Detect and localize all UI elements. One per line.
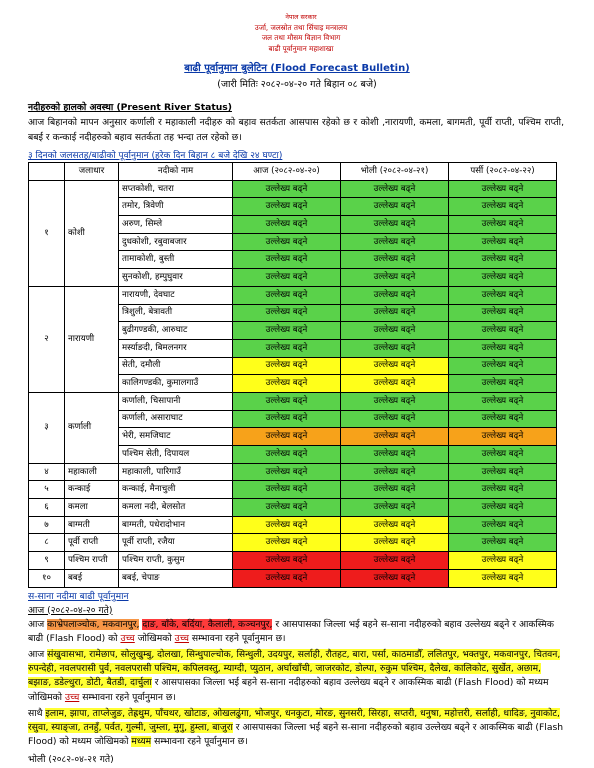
status-tomorrow: उल्लेख्य बढ्ने: [341, 339, 449, 357]
basin-number: १: [29, 180, 65, 286]
basin-name: महाकाली: [65, 463, 119, 481]
p2-a: आज: [28, 648, 48, 660]
status-today: उल्लेख्य बढ्ने: [233, 552, 341, 570]
status-today: उल्लेख्य बढ्ने: [233, 534, 341, 552]
status-dayafter: उल्लेख्य बढ्ने: [449, 233, 557, 251]
p3-c: सम्भावना रहने पूर्वानुमान छ।: [151, 736, 248, 748]
river-status-heading: नदीहरुको हालको अवस्था (Present River Status): [28, 102, 232, 113]
river-station: बाग्मती, पधेरादोभान: [119, 516, 233, 534]
status-tomorrow: उल्लेख्य बढ्ने: [341, 499, 449, 517]
status-tomorrow: उल्लेख्य बढ्ने: [341, 410, 449, 428]
basin-number: ९: [29, 552, 65, 570]
river-station: पश्चिम राप्ती, कुसुम: [119, 552, 233, 570]
col-header-tomorrow: भोली (२०८२-०४-२१): [341, 163, 449, 181]
status-dayafter: उल्लेख्य बढ्ने: [449, 198, 557, 216]
status-dayafter: उल्लेख्य बढ्ने: [449, 286, 557, 304]
forecast-table: [28, 162, 557, 588]
river-station: महाकाली, पारिगाउँ: [119, 463, 233, 481]
river-station: नारायणी, देवघाट: [119, 286, 233, 304]
river-status-text: आज बिहानको मापन अनुसार कर्णाली र महाकाली नदीहरु को बहाव सतर्कता आसपास रहेको छ र कोशी ,नारायणी, कमला, बागमती, पूर्वी राप्ती, पश्चिम राप्ती, बबई र कन्काई नदीहरुको बहाव सतर्कता तह भन्दा तल रहेको छ।: [28, 117, 564, 143]
basin-name: कर्णाली: [65, 392, 119, 463]
river-station: कर्णाली, असाराघाट: [119, 410, 233, 428]
basin-name: नारायणी: [65, 286, 119, 392]
basin-number: ६: [29, 499, 65, 517]
p2-highlight: संखुवासभा, रामेछाप, सोलुखुम्बु, दोलखा, सिन्धुपाल्चोक, सिन्धुली, उदयपुर, सर्लाही, रौतहट, बारा, पर्सा, काठमाडौँ, ललितपुर, भक्तपुर, मकवानपुर, चितवन, रुपन्देही, नवलपरासी पुर्व, नवलपरासी पश्चिम, कपिलवस्तु, म्याग्दी, प्युठान, अर्घाखाँची, जाजरकोट, डोल्पा, रुकुम पश्चिम, दैलेख, कालिकोट, सुर्खेत, अछाम, बझाङ, डडेल्धुरा, डोटी, बैतडी, दार्चुला: [28, 648, 561, 689]
basin-name: पूर्वी राप्ती: [65, 534, 119, 552]
status-today: उल्लेख्य बढ्ने: [233, 516, 341, 534]
status-tomorrow: उल्लेख्य बढ्ने: [341, 552, 449, 570]
small-rivers-para-2: [28, 648, 564, 705]
river-station: सेती, दमौली: [119, 357, 233, 375]
small-rivers-today-label: आज (२०८२-०४-२० गते): [28, 604, 113, 616]
status-dayafter: उल्लेख्य बढ्ने: [449, 569, 557, 587]
p1-c: र आसपासका जिल्ला भई बहने स-साना नदीहरुको बहाव उल्लेख्य बढ्ने र आकस्मिक बाढी (Flash Flood) को: [28, 618, 554, 644]
status-tomorrow: उल्लेख्य बढ्ने: [341, 269, 449, 287]
basin-name: कमला: [65, 499, 119, 517]
river-station: कन्काई, मैनाचुली: [119, 481, 233, 499]
river-station: दुधकोशी, रबुवाबजार: [119, 233, 233, 251]
status-dayafter: उल्लेख्य बढ्ने: [449, 481, 557, 499]
status-tomorrow: उल्लेख्य बढ्ने: [341, 569, 449, 587]
status-dayafter: उल्लेख्य बढ्ने: [449, 499, 557, 517]
col-header-dayafter: पर्सी (२०८२-०४-२२): [449, 163, 557, 181]
status-dayafter: उल्लेख्य बढ्ने: [449, 552, 557, 570]
col-header-river: नदीको नाम: [119, 163, 233, 181]
table-row: [29, 392, 557, 410]
status-dayafter: उल्लेख्य बढ्ने: [449, 392, 557, 410]
header-line-3: जल तथा मौसम विज्ञान विभाग: [261, 33, 341, 42]
forecast-heading: ३ दिनको जलसतह/बाढीको पूर्वानुमान (हरेक दिन बिहान ८ बजे देखि २४ घण्टा): [28, 151, 283, 161]
table-row: [29, 516, 557, 534]
status-today: उल्लेख्य बढ्ने: [233, 251, 341, 269]
status-tomorrow: उल्लेख्य बढ्ने: [341, 516, 449, 534]
river-station: सुनकोशी, हम्पुघुवार: [119, 269, 233, 287]
basin-number: २: [29, 286, 65, 392]
status-tomorrow: उल्लेख्य बढ्ने: [341, 286, 449, 304]
river-station: बबई, चेपाङ: [119, 569, 233, 587]
col-header-num: [29, 163, 65, 181]
small-rivers-tomorrow-label: भोली (२०८२-०४-२१ गते): [28, 754, 114, 766]
status-dayafter: उल्लेख्य बढ्ने: [449, 428, 557, 446]
status-today: उल्लेख्य बढ्ने: [233, 410, 341, 428]
small-rivers-para-3: [28, 707, 564, 750]
col-header-today: आज (२०८२-०४-२०): [233, 163, 341, 181]
status-today: उल्लेख्य बढ्ने: [233, 569, 341, 587]
basin-number: १०: [29, 569, 65, 587]
status-dayafter: उल्लेख्य बढ्ने: [449, 216, 557, 234]
agency-header: [8, 0, 594, 54]
status-today: उल्लेख्य बढ्ने: [233, 286, 341, 304]
p3-b: र आसपासका जिल्ला भई बहने स-साना नदीहरुको बहाव उल्लेख्य बढ्ने र आकस्मिक बाढी (Flash Flood) को मध्यम जोखिमको: [28, 721, 564, 748]
p1-red-word: उच्च: [120, 632, 135, 644]
status-dayafter: उल्लेख्य बढ्ने: [449, 269, 557, 287]
p1-d: जोखिमको: [134, 632, 175, 644]
status-dayafter: उल्लेख्य बढ्ने: [449, 322, 557, 340]
status-today: उल्लेख्य बढ्ने: [233, 233, 341, 251]
status-dayafter: उल्लेख्य बढ्ने: [449, 534, 557, 552]
status-dayafter: उल्लेख्य बढ्ने: [449, 339, 557, 357]
p1-highlight-orange: काभ्रेपलाञ्चोक, मकवानपुर,: [47, 618, 140, 630]
status-dayafter: उल्लेख्य बढ्ने: [449, 410, 557, 428]
basin-name: कोशी: [65, 180, 119, 286]
header-line-4: बाढी पूर्वानुमान महाशाखा: [268, 43, 334, 53]
river-station: त्रिशुली, बेत्रावती: [119, 304, 233, 322]
river-station: तमोर, त्रिवेणी: [119, 198, 233, 216]
river-station: अरुण, सिम्ले: [119, 216, 233, 234]
status-today: उल्लेख्य बढ्ने: [233, 375, 341, 393]
status-tomorrow: उल्लेख्य बढ्ने: [341, 233, 449, 251]
status-dayafter: उल्लेख्य बढ्ने: [449, 446, 557, 464]
status-today: उल्लेख्य बढ्ने: [233, 499, 341, 517]
table-row: [29, 534, 557, 552]
river-station: मर्स्याङदी, बिमलनगर: [119, 339, 233, 357]
status-dayafter: उल्लेख्य बढ्ने: [449, 251, 557, 269]
header-line-2: उर्जा, जलस्रोत तथा सिंचाइ मन्त्रालय: [254, 22, 348, 32]
status-today: उल्लेख्य बढ्ने: [233, 357, 341, 375]
small-rivers-para-1: [28, 618, 564, 646]
col-header-basin: जलाधार: [65, 163, 119, 181]
basin-name: बाग्मती: [65, 516, 119, 534]
river-station: कर्णाली, चिसापानी: [119, 392, 233, 410]
table-row: [29, 463, 557, 481]
bulletin-title: बाढी पूर्वानुमान बुलेटिन (Flood Forecast Bulletin): [184, 63, 410, 74]
status-tomorrow: उल्लेख्य बढ्ने: [341, 251, 449, 269]
basin-name: पश्चिम राप्ती: [65, 552, 119, 570]
status-dayafter: उल्लेख्य बढ्ने: [449, 375, 557, 393]
p2-c: सम्भावना रहने पूर्वानुमान छ।: [79, 691, 176, 703]
p3-a: साथै: [28, 707, 46, 719]
status-dayafter: उल्लेख्य बढ्ने: [449, 357, 557, 375]
p1-highlight-red: दाङ, बाँके, बर्दिया, कैलाली, कञ्चनपुर,: [142, 618, 273, 630]
basin-name: कन्काई: [65, 481, 119, 499]
river-station: बुढीगण्डकी, आरुघाट: [119, 322, 233, 340]
status-tomorrow: उल्लेख्य बढ्ने: [341, 446, 449, 464]
status-today: उल्लेख्य बढ्ने: [233, 339, 341, 357]
status-today: उल्लेख्य बढ्ने: [233, 304, 341, 322]
status-today: उल्लेख्य बढ्ने: [233, 322, 341, 340]
p1-e: सम्भावना रहने पूर्वानुमान छ।: [189, 632, 286, 644]
status-today: उल्लेख्य बढ्ने: [233, 269, 341, 287]
basin-number: ५: [29, 481, 65, 499]
basin-number: ४: [29, 463, 65, 481]
status-tomorrow: उल्लेख्य बढ्ने: [341, 428, 449, 446]
table-row: [29, 499, 557, 517]
status-today: उल्लेख्य बढ्ने: [233, 446, 341, 464]
table-row: [29, 180, 557, 198]
status-tomorrow: उल्लेख्य बढ्ने: [341, 357, 449, 375]
river-station: पूर्वी राप्ती, रजैया: [119, 534, 233, 552]
status-tomorrow: उल्लेख्य बढ्ने: [341, 180, 449, 198]
p2-b: र आसपासका जिल्ला भई बहने स-साना नदीहरुको बहाव उल्लेख्य बढ्ने र आकस्मिक बाढी (Flash Flood) को मध्यम जोखिमको: [28, 677, 549, 703]
status-tomorrow: उल्लेख्य बढ्ने: [341, 322, 449, 340]
status-dayafter: उल्लेख्य बढ्ने: [449, 304, 557, 322]
table-header-row: [29, 163, 557, 181]
status-tomorrow: उल्लेख्य बढ्ने: [341, 304, 449, 322]
status-tomorrow: उल्लेख्य बढ्ने: [341, 534, 449, 552]
table-row: [29, 286, 557, 304]
status-today: उल्लेख्य बढ्ने: [233, 481, 341, 499]
status-dayafter: उल्लेख्य बढ्ने: [449, 463, 557, 481]
table-row: [29, 481, 557, 499]
basin-number: ८: [29, 534, 65, 552]
p1-red-word-2: उच्च: [174, 632, 190, 644]
p1-a: आज: [28, 618, 48, 630]
river-station: सप्तकोशी, चतरा: [119, 180, 233, 198]
status-tomorrow: उल्लेख्य बढ्ने: [341, 463, 449, 481]
p2-red-word: उच्च: [64, 691, 80, 703]
basin-number: ७: [29, 516, 65, 534]
table-body: [29, 180, 557, 587]
river-station: तामाकोशी, बुस्ती: [119, 251, 233, 269]
p3-highlight: इलाम, झापा, ताप्लेजुङ, तेह्रथुम, पाँचथर, खोटाङ, ओखलढुंगा, भोजपुर, धनकुटा, मोरङ, सुनसरी, सिरहा, सप्तरी, धनुषा, महोत्तरी, सर्लाही, धादिङ, नुवाकोट, रसुवा, स्याङ्जा, तनहुँ, पर्वत, गुल्मी, जुम्ला, मुगु, हुम्ला, बाजुरा: [28, 707, 560, 733]
status-tomorrow: उल्लेख्य बढ्ने: [341, 392, 449, 410]
status-tomorrow: उल्लेख्य बढ्ने: [341, 216, 449, 234]
basin-number: ३: [29, 392, 65, 463]
status-today: उल्लेख्य बढ्ने: [233, 392, 341, 410]
table-row: [29, 552, 557, 570]
status-today: उल्लेख्य बढ्ने: [233, 216, 341, 234]
status-tomorrow: उल्लेख्य बढ्ने: [341, 375, 449, 393]
status-tomorrow: उल्लेख्य बढ्ने: [341, 481, 449, 499]
status-today: उल्लेख्य बढ्ने: [233, 180, 341, 198]
status-dayafter: उल्लेख्य बढ्ने: [449, 516, 557, 534]
table-row: [29, 569, 557, 587]
small-rivers-heading: स-साना नदीमा बाढी पूर्वानुमान: [28, 590, 129, 602]
river-station: कमला नदी, बेलसोत: [119, 499, 233, 517]
status-today: उल्लेख्य बढ्ने: [233, 428, 341, 446]
status-today: उल्लेख्य बढ्ने: [233, 198, 341, 216]
issued-date: (जारी मितिः २०८२-०४-२० गते बिहान ०८ बजे): [217, 79, 377, 90]
basin-name: बबई: [65, 569, 119, 587]
header-line-1: नेपाल सरकार: [285, 13, 317, 21]
p3-highlight-word: मध्यम: [131, 736, 152, 748]
river-station: भेरी, समजिघाट: [119, 428, 233, 446]
status-today: उल्लेख्य बढ्ने: [233, 463, 341, 481]
status-dayafter: उल्लेख्य बढ्ने: [449, 180, 557, 198]
river-station: कालिगण्डकी, कुमालगाउँ: [119, 375, 233, 393]
river-station: पश्चिम सेती, दिपायल: [119, 446, 233, 464]
status-tomorrow: उल्लेख्य बढ्ने: [341, 198, 449, 216]
